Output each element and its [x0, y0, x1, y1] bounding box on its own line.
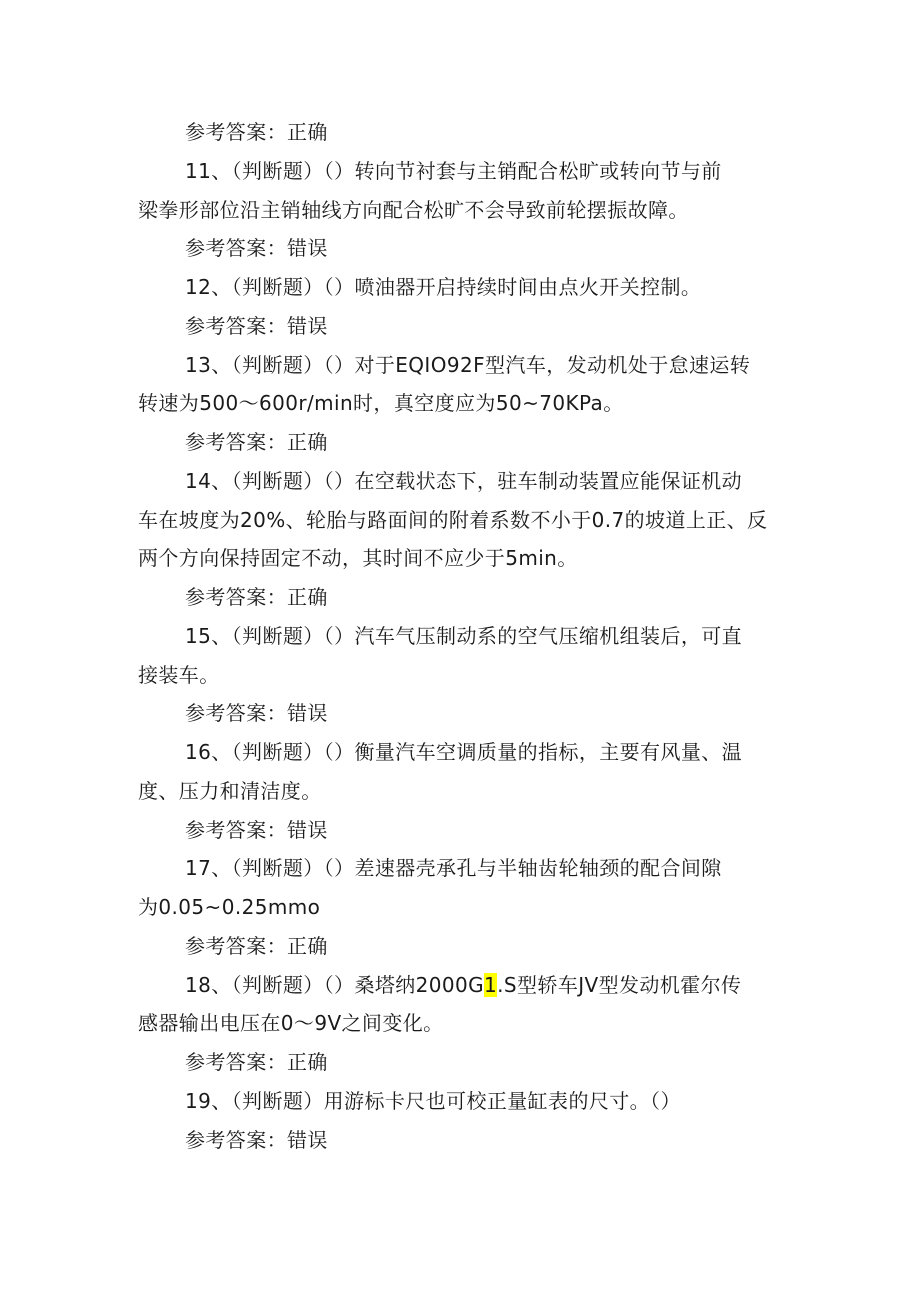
answer-line: 参考答案：错误: [185, 236, 328, 261]
question-13-line-1: 13、（判断题）（）对于EQIO92F型汽车，发动机处于怠速运转: [185, 352, 751, 377]
question-19-line-1: 19、（判断题）用游标卡尺也可校正量缸表的尺寸。（）: [185, 1088, 681, 1113]
question-18-text-before: 18、（判断题）（）桑塔纳2000G: [185, 972, 485, 997]
question-18-line-2: 感器输出电压在0～9V之间变化。: [138, 1011, 444, 1036]
question-15-line-1: 15、（判断题）（）汽车气压制动系的空气压缩机组装后，可直: [185, 623, 743, 648]
question-18-text-after: .S型轿车JV型发动机霍尔传: [497, 972, 742, 997]
question-16-line-2: 度、压力和清洁度。: [138, 778, 322, 803]
question-13-line-2: 转速为500～600r/min时，真空度应为50~70KPa。: [138, 391, 624, 416]
answer-line: 参考答案：正确: [185, 120, 328, 144]
answer-line: 参考答案：错误: [185, 701, 328, 726]
answer-line: 参考答案：正确: [185, 1050, 328, 1074]
answer-line: 参考答案：正确: [185, 585, 328, 609]
answer-line: 参考答案：错误: [185, 313, 328, 338]
question-18-line-1: [138, 966, 788, 1005]
question-11-line-2: 梁拳形部位沿主销轴线方向配合松旷不会导致前轮摆振故障。: [138, 197, 689, 222]
answer-line: 参考答案：正确: [185, 933, 328, 958]
answer-line: 参考答案：错误: [185, 1127, 328, 1152]
question-16-line-1: 16、（判断题）（）衡量汽车空调质量的指标，主要有风量、温: [185, 740, 743, 764]
question-15-line-2: 接装车。: [138, 662, 220, 687]
question-12-line-1: 12、（判断题）（）喷油器开启持续时间由点火开关控制。: [185, 275, 702, 299]
highlighted-text: 1: [484, 972, 498, 997]
question-list: [138, 113, 788, 1159]
question-14-line-3: 两个方向保持固定不动，其时间不应少于5min。: [138, 546, 578, 571]
question-17-line-2: 为0.05~0.25mmo: [138, 895, 321, 919]
answer-line: 参考答案：正确: [185, 430, 328, 454]
question-17-line-1: 17、（判断题）（）差速器壳承孔与半轴齿轮轴颈的配合间隙: [185, 856, 722, 881]
answer-line: 参考答案：错误: [185, 817, 328, 842]
question-14-line-2: 车在坡度为20%、轮胎与路面间的附着系数不小于0.7的坡道上正、反: [138, 507, 768, 532]
question-14-line-1: 14、（判断题）（）在空载状态下，驻车制动装置应能保证机动: [185, 468, 743, 493]
question-11-line-1: 11、（判断题）（）转向节衬套与主销配合松旷或转向节与前: [185, 158, 722, 183]
